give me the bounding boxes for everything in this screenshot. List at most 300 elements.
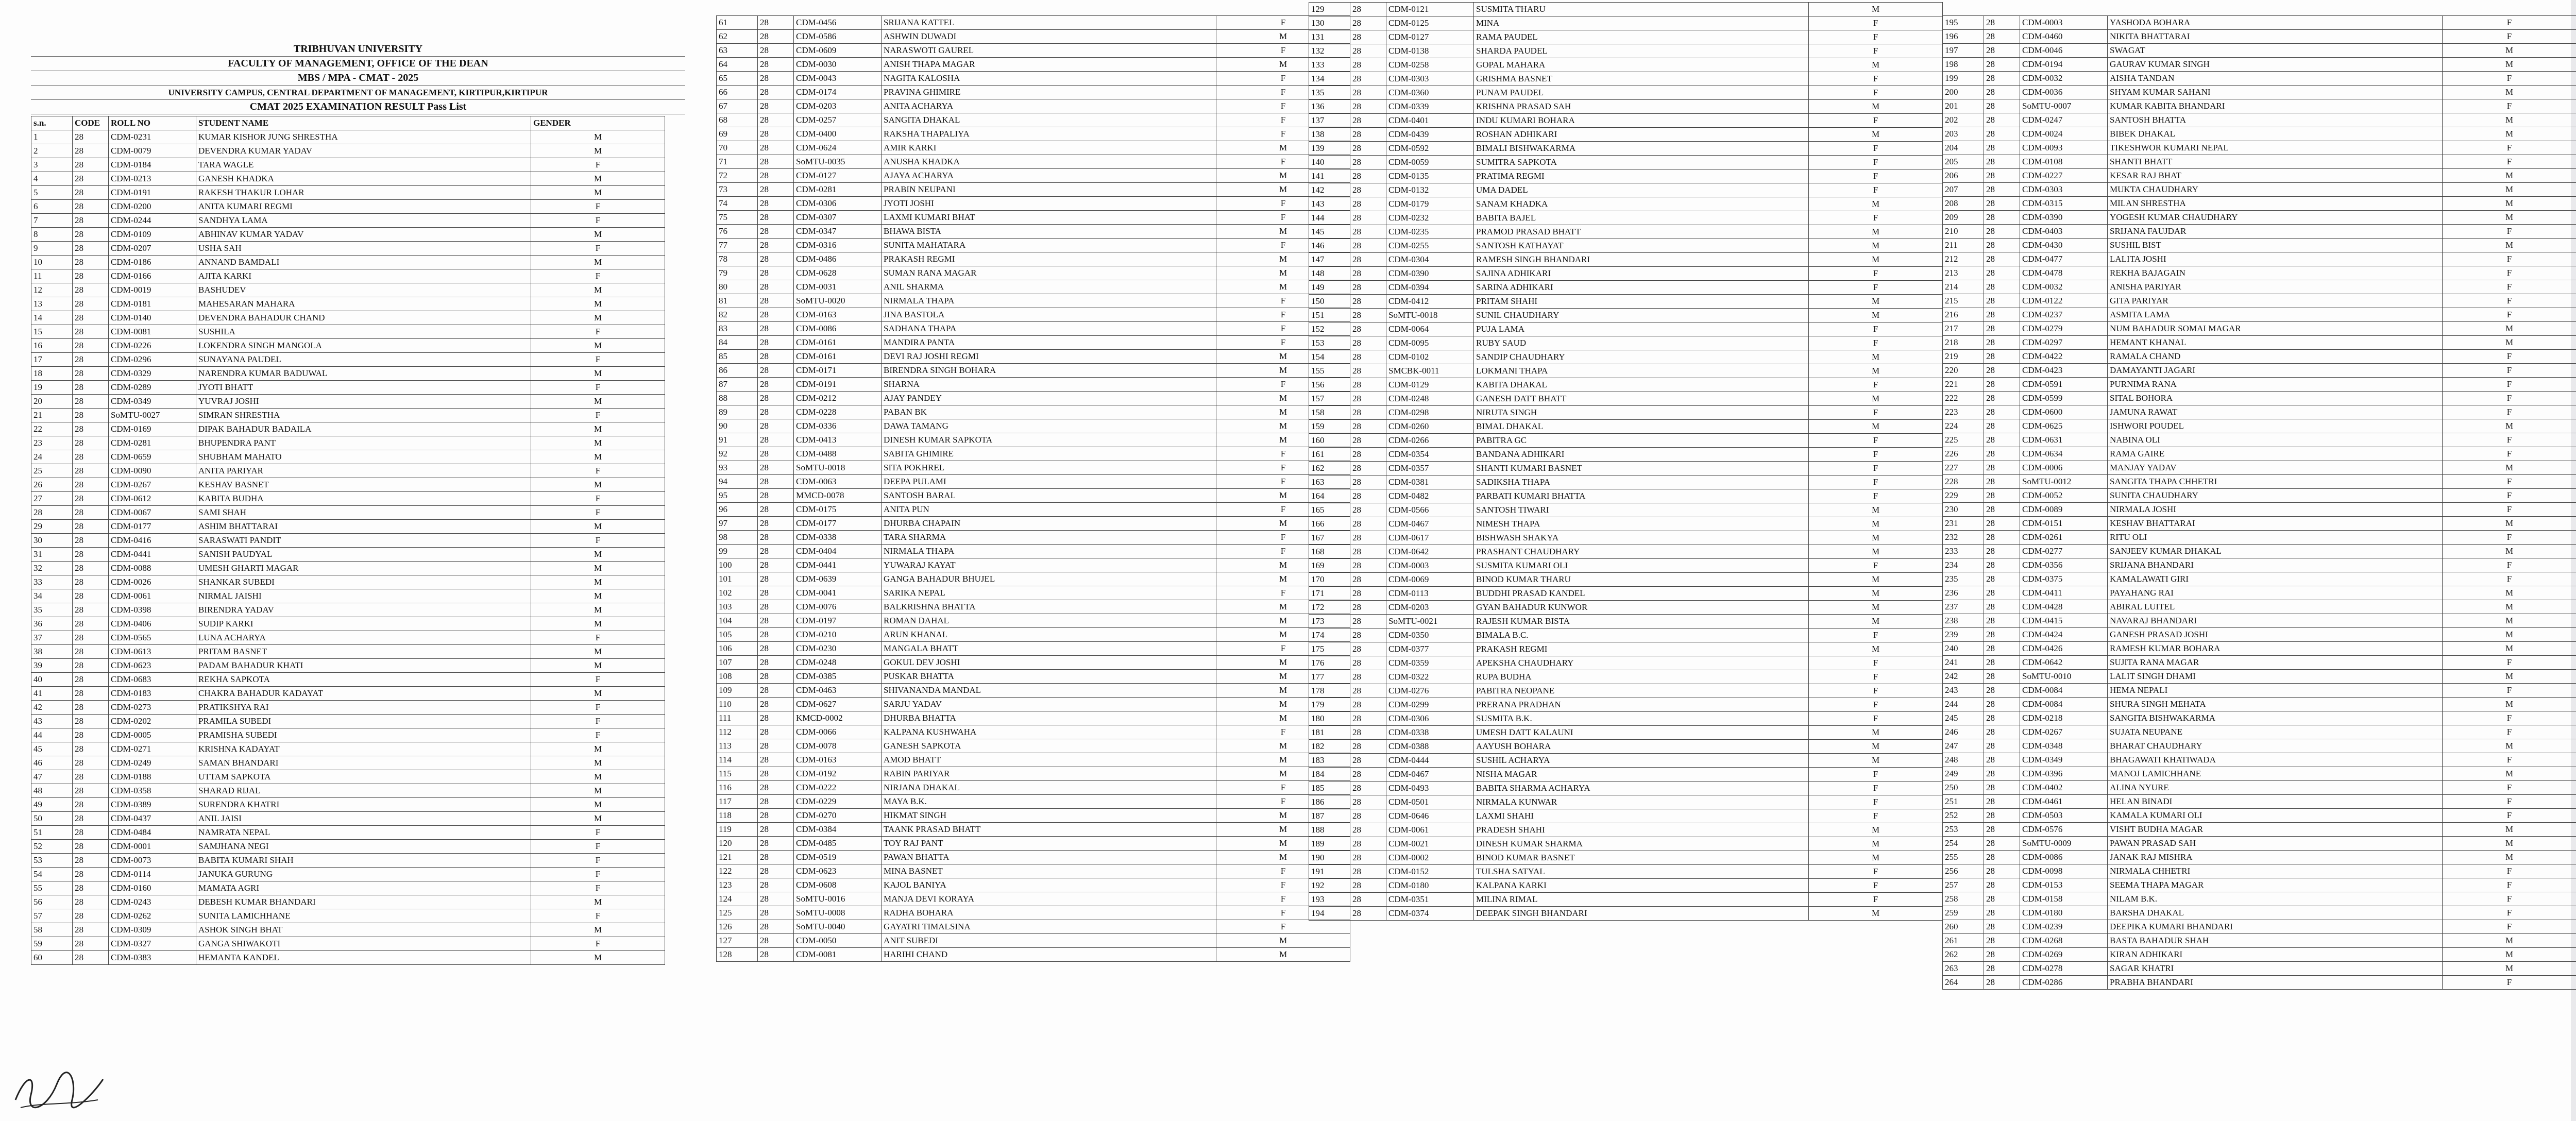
table-row: [31, 242, 665, 256]
serial-number: 56: [31, 895, 73, 909]
roll-no: CDM-0003: [2020, 16, 2108, 30]
table-row: [1943, 823, 2576, 837]
code: 28: [758, 670, 794, 684]
table-row: [1309, 322, 1943, 336]
table-row: [1309, 44, 1943, 58]
code: 28: [1984, 350, 2020, 364]
code: 28: [73, 631, 109, 645]
serial-number: 107: [717, 656, 758, 670]
code: 28: [73, 659, 109, 673]
serial-number: 7: [31, 214, 73, 228]
roll-no: CDM-0207: [109, 242, 196, 256]
serial-number: 229: [1943, 489, 1984, 503]
serial-number: 230: [1943, 503, 1984, 517]
gender: F: [2443, 30, 2576, 44]
roll-no: CDM-0467: [1386, 768, 1474, 782]
code: 28: [1984, 558, 2020, 572]
table-row: [1943, 864, 2576, 878]
table-row: [717, 711, 1350, 725]
serial-number: 69: [717, 127, 758, 141]
table-row: [31, 144, 665, 158]
serial-number: 6: [31, 200, 73, 214]
student-name: SUSMITA KUMARI OLI: [1474, 559, 1809, 573]
student-name: SHANTI KUMARI BASNET: [1474, 462, 1809, 475]
table-row: [1309, 225, 1943, 239]
code: 28: [758, 30, 794, 44]
gender: F: [531, 937, 665, 951]
code: 28: [1984, 642, 2020, 656]
gender: M: [2443, 948, 2576, 962]
student-name: SARASWATI PANDIT: [196, 534, 531, 548]
table-row: [1943, 308, 2576, 322]
student-name: KAMALAWATI GIRI: [2108, 572, 2443, 586]
roll-no: CDM-0354: [1386, 448, 1474, 462]
gender: M: [1809, 295, 1943, 309]
table-row: [31, 784, 665, 798]
code: 28: [758, 461, 794, 475]
student-name: ALINA NYURE: [2108, 781, 2443, 795]
serial-number: 249: [1943, 767, 1984, 781]
code: 28: [1984, 99, 2020, 113]
serial-number: 114: [717, 753, 758, 767]
code: 28: [73, 812, 109, 826]
serial-number: 60: [31, 951, 73, 965]
student-name: AJITA KARKI: [196, 269, 531, 283]
student-name: SIMRAN SHRESTHA: [196, 409, 531, 422]
gender: M: [531, 256, 665, 269]
gender: F: [2443, 99, 2576, 113]
roll-no: CDM-0066: [794, 725, 882, 739]
table-row: [717, 405, 1350, 419]
code: 28: [758, 795, 794, 809]
roll-no: CDM-0338: [794, 531, 882, 545]
roll-no: CDM-0286: [2020, 976, 2108, 990]
pass-list-table: [1309, 2, 1943, 921]
faculty-office: FACULTY OF MANAGEMENT, OFFICE OF THE DEAN: [31, 57, 685, 71]
table-row: [31, 617, 665, 631]
gender: F: [1216, 72, 1350, 86]
code: 28: [73, 770, 109, 784]
student-name: HARIHI CHAND: [882, 948, 1216, 962]
table-row: [1309, 684, 1943, 698]
student-name: RABIN PARIYAR: [882, 767, 1216, 781]
student-name: YASHODA BOHARA: [2108, 16, 2443, 30]
table-row: [31, 673, 665, 687]
code: 28: [1350, 3, 1386, 16]
code: 28: [758, 155, 794, 169]
code: 28: [1350, 114, 1386, 128]
table-row: [717, 781, 1350, 795]
table-row: [1943, 795, 2576, 809]
table-row: [1309, 58, 1943, 72]
roll-no: CDM-0031: [794, 280, 882, 294]
student-name: NARENDRA KUMAR BADUWAL: [196, 367, 531, 381]
student-name: ASHIM BHATTARAI: [196, 520, 531, 534]
roll-no: CDM-0186: [109, 256, 196, 269]
roll-no: CDM-0360: [1386, 86, 1474, 100]
serial-number: 24: [31, 450, 73, 464]
table-row: [1943, 739, 2576, 753]
serial-number: 160: [1309, 434, 1350, 448]
table-row: [31, 770, 665, 784]
roll-no: CDM-0064: [1386, 322, 1474, 336]
serial-number: 184: [1309, 768, 1350, 782]
table-row: [1943, 378, 2576, 392]
table-row: [717, 545, 1350, 558]
serial-number: 155: [1309, 364, 1350, 378]
gender: M: [2443, 600, 2576, 614]
gender: M: [1216, 364, 1350, 378]
code: 28: [1350, 350, 1386, 364]
student-name: KABITA BUDHA: [196, 492, 531, 506]
roll-no: CDM-0467: [1386, 517, 1474, 531]
roll-no: CDM-0276: [1386, 684, 1474, 698]
table-row: [717, 392, 1350, 405]
code: 28: [73, 269, 109, 283]
roll-no: CDM-0627: [794, 698, 882, 711]
serial-number: 145: [1309, 225, 1350, 239]
serial-number: 48: [31, 784, 73, 798]
student-name: SABITA GHIMIRE: [882, 447, 1216, 461]
table-row: [31, 186, 665, 200]
gender: M: [1216, 711, 1350, 725]
roll-no: CDM-0175: [794, 503, 882, 517]
table-row: [1309, 30, 1943, 44]
gender: F: [531, 269, 665, 283]
roll-no: CDM-0519: [794, 851, 882, 864]
serial-number: 158: [1309, 406, 1350, 420]
roll-no: CDM-0129: [1386, 378, 1474, 392]
code: 28: [758, 809, 794, 823]
roll-no: CDM-0248: [794, 656, 882, 670]
table-row: [1943, 878, 2576, 892]
roll-no: CDM-0226: [109, 339, 196, 353]
code: 28: [758, 837, 794, 851]
code: 28: [758, 725, 794, 739]
serial-number: 119: [717, 823, 758, 837]
serial-number: 83: [717, 322, 758, 336]
code: 28: [758, 503, 794, 517]
serial-number: 245: [1943, 711, 1984, 725]
student-name: SRIJANA KATTEL: [882, 16, 1216, 30]
gender: F: [2443, 976, 2576, 990]
serial-number: 205: [1943, 155, 1984, 169]
student-name: ANITA PUN: [882, 503, 1216, 517]
serial-number: 192: [1309, 879, 1350, 893]
student-name: TARA WAGLE: [196, 158, 531, 172]
serial-number: 223: [1943, 405, 1984, 419]
serial-number: 142: [1309, 183, 1350, 197]
code: 28: [1350, 169, 1386, 183]
table-row: [717, 517, 1350, 531]
roll-no: CDM-0592: [1386, 142, 1474, 156]
table-row: [31, 756, 665, 770]
student-name: ASMITA LAMA: [2108, 308, 2443, 322]
roll-no: CDM-0503: [2020, 809, 2108, 823]
serial-number: 111: [717, 711, 758, 725]
serial-number: 96: [717, 503, 758, 517]
serial-number: 131: [1309, 30, 1350, 44]
table-row: [1943, 572, 2576, 586]
code: 28: [758, 113, 794, 127]
code: 28: [758, 781, 794, 795]
student-name: ANUSHA KHADKA: [882, 155, 1216, 169]
student-name: BUDDHI PRASAD KANDEL: [1474, 587, 1809, 601]
table-row: [31, 562, 665, 575]
code: 28: [1350, 782, 1386, 795]
student-name: SUJATA NEUPANE: [2108, 725, 2443, 739]
serial-number: 218: [1943, 336, 1984, 350]
table-row: [717, 113, 1350, 127]
gender: M: [531, 436, 665, 450]
gender: F: [1809, 16, 1943, 30]
code: 28: [758, 531, 794, 545]
student-name: PRATIKSHYA RAI: [196, 701, 531, 715]
gender: M: [531, 311, 665, 325]
student-name: SANGITA BISHWAKARMA: [2108, 711, 2443, 725]
code: 28: [758, 934, 794, 948]
roll-no: CDM-0041: [794, 586, 882, 600]
student-name: APEKSHA CHAUDHARY: [1474, 656, 1809, 670]
serial-number: 54: [31, 868, 73, 881]
table-row: [1943, 183, 2576, 197]
table-row: [1943, 684, 2576, 698]
gender: M: [531, 228, 665, 242]
gender: F: [1809, 768, 1943, 782]
table-row: [1943, 127, 2576, 141]
code: 28: [1984, 86, 2020, 99]
code: 28: [758, 280, 794, 294]
roll-no: CDM-0135: [1386, 169, 1474, 183]
roll-no: CDM-0257: [794, 113, 882, 127]
serial-number: 98: [717, 531, 758, 545]
student-name: SHUBHAM MAHATO: [196, 450, 531, 464]
student-name: SADHANA THAPA: [882, 322, 1216, 336]
code: 28: [73, 492, 109, 506]
student-name: GANESH PRASAD JOSHI: [2108, 628, 2443, 642]
roll-no: CDM-0349: [2020, 753, 2108, 767]
student-name: SANJEEV KUMAR DHAKAL: [2108, 545, 2443, 558]
code: 28: [1350, 851, 1386, 865]
table-row: [1309, 183, 1943, 197]
serial-number: 199: [1943, 72, 1984, 86]
roll-no: SoMTU-0012: [2020, 475, 2108, 489]
gender: F: [2443, 503, 2576, 517]
roll-no: CDM-0401: [1386, 114, 1474, 128]
code: 28: [1984, 141, 2020, 155]
student-name: SHARNA: [882, 378, 1216, 392]
table-row: [1943, 44, 2576, 58]
serial-number: 147: [1309, 253, 1350, 267]
code: 28: [1350, 364, 1386, 378]
code: 28: [758, 169, 794, 183]
roll-no: CDM-0482: [1386, 489, 1474, 503]
serial-number: 185: [1309, 782, 1350, 795]
table-row: [31, 715, 665, 728]
gender: F: [2443, 878, 2576, 892]
roll-no: CDM-0032: [2020, 72, 2108, 86]
code: 28: [1984, 252, 2020, 266]
table-row: [31, 881, 665, 895]
table-row: [1309, 740, 1943, 754]
table-row: [1309, 531, 1943, 545]
code: 28: [73, 951, 109, 965]
code: 28: [758, 517, 794, 531]
code: 28: [73, 200, 109, 214]
serial-number: 242: [1943, 670, 1984, 684]
table-row: [1943, 586, 2576, 600]
gender: F: [531, 868, 665, 881]
code: 28: [1350, 378, 1386, 392]
gender: F: [1809, 267, 1943, 281]
gender: F: [531, 242, 665, 256]
table-row: [1309, 559, 1943, 573]
gender: M: [1809, 364, 1943, 378]
gender: F: [531, 353, 665, 367]
roll-no: CDM-0639: [794, 572, 882, 586]
roll-no: CDM-0262: [109, 909, 196, 923]
code: 28: [1984, 781, 2020, 795]
table-row: [31, 520, 665, 534]
serial-number: 11: [31, 269, 73, 283]
code: 28: [73, 575, 109, 589]
gender: M: [1809, 309, 1943, 322]
table-row: [31, 923, 665, 937]
serial-number: 2: [31, 144, 73, 158]
table-row: [1943, 837, 2576, 851]
serial-number: 65: [717, 72, 758, 86]
code: 28: [73, 339, 109, 353]
table-row: [31, 909, 665, 923]
code: 28: [73, 923, 109, 937]
serial-number: 92: [717, 447, 758, 461]
roll-no: CDM-0024: [2020, 127, 2108, 141]
roll-no: MMCD-0078: [794, 489, 882, 503]
table-row: [1943, 475, 2576, 489]
gender: M: [1809, 823, 1943, 837]
table-row: [1309, 350, 1943, 364]
code: 28: [73, 548, 109, 562]
table-row: [1309, 851, 1943, 865]
serial-number: 134: [1309, 72, 1350, 86]
student-name: PRATIMA REGMI: [1474, 169, 1809, 183]
gender: F: [531, 881, 665, 895]
student-name: ASHOK SINGH BHAT: [196, 923, 531, 937]
serial-number: 91: [717, 433, 758, 447]
roll-no: CDM-0188: [109, 770, 196, 784]
code: 28: [1984, 920, 2020, 934]
table-row: [717, 155, 1350, 169]
code: 28: [1350, 267, 1386, 281]
gender: F: [531, 409, 665, 422]
student-name: BHUPENDRA PANT: [196, 436, 531, 450]
serial-number: 172: [1309, 601, 1350, 615]
code: 28: [1350, 795, 1386, 809]
code: 28: [1984, 475, 2020, 489]
student-name: SAJINA ADHIKARI: [1474, 267, 1809, 281]
student-name: DEVI RAJ JOSHI REGMI: [882, 350, 1216, 364]
gender: F: [1216, 475, 1350, 489]
table-row: [31, 728, 665, 742]
student-name: SUSHIL ACHARYA: [1474, 754, 1809, 768]
gender: F: [1216, 127, 1350, 141]
code: 28: [758, 364, 794, 378]
gender: M: [2443, 851, 2576, 864]
table-row: [31, 409, 665, 422]
gender: M: [531, 186, 665, 200]
serial-number: 130: [1309, 16, 1350, 30]
student-name: PUJA LAMA: [1474, 322, 1809, 336]
code: 28: [1350, 420, 1386, 434]
pass-list-table: [1942, 15, 2576, 990]
table-row: [1943, 948, 2576, 962]
table-row: [1943, 517, 2576, 531]
gender: F: [1809, 893, 1943, 907]
gender: M: [1809, 420, 1943, 434]
table-row: [1943, 99, 2576, 113]
serial-number: 35: [31, 603, 73, 617]
roll-no: CDM-0347: [794, 225, 882, 239]
student-name: NIRMALA THAPA: [882, 294, 1216, 308]
roll-no: CDM-0266: [1386, 434, 1474, 448]
table-row: [1943, 962, 2576, 976]
table-row: [31, 464, 665, 478]
serial-number: 157: [1309, 392, 1350, 406]
gender: F: [1216, 16, 1350, 30]
serial-number: 90: [717, 419, 758, 433]
student-name: TARA SHARMA: [882, 531, 1216, 545]
gender: F: [2443, 155, 2576, 169]
roll-no: CDM-0444: [1386, 754, 1474, 768]
serial-number: 21: [31, 409, 73, 422]
gender: M: [1216, 517, 1350, 531]
code: 28: [73, 826, 109, 840]
table-row: [1943, 725, 2576, 739]
serial-number: 82: [717, 308, 758, 322]
student-name: PUSKAR BHATTA: [882, 670, 1216, 684]
gender: F: [1809, 142, 1943, 156]
student-name: SUDIP KARKI: [196, 617, 531, 631]
student-name: UMESH GHARTI MAGAR: [196, 562, 531, 575]
code: 28: [1350, 517, 1386, 531]
student-name: HEMANT KHANAL: [2108, 336, 2443, 350]
code: 28: [1350, 336, 1386, 350]
table-row: [717, 336, 1350, 350]
gender: F: [1809, 281, 1943, 295]
table-row: [1943, 225, 2576, 239]
student-name: AMIR KARKI: [882, 141, 1216, 155]
serial-number: 208: [1943, 197, 1984, 211]
student-name: YUWARAJ KAYAT: [882, 558, 1216, 572]
student-name: NIKITA BHATTARAI: [2108, 30, 2443, 44]
roll-no: CDM-0623: [794, 864, 882, 878]
table-row: [1943, 239, 2576, 252]
gender: F: [1809, 489, 1943, 503]
code: 28: [73, 617, 109, 631]
student-name: SANTOSH BHATTA: [2108, 113, 2443, 127]
student-name: HELAN BINADI: [2108, 795, 2443, 809]
serial-number: 132: [1309, 44, 1350, 58]
roll-no: CDM-0222: [794, 781, 882, 795]
table-row: [1309, 462, 1943, 475]
code: 28: [758, 127, 794, 141]
roll-no: CDM-0624: [794, 141, 882, 155]
roll-no: CDM-0484: [109, 826, 196, 840]
roll-no: CDM-0394: [1386, 281, 1474, 295]
roll-no: CDM-0079: [109, 144, 196, 158]
gender: M: [1809, 253, 1943, 267]
code: 28: [758, 392, 794, 405]
